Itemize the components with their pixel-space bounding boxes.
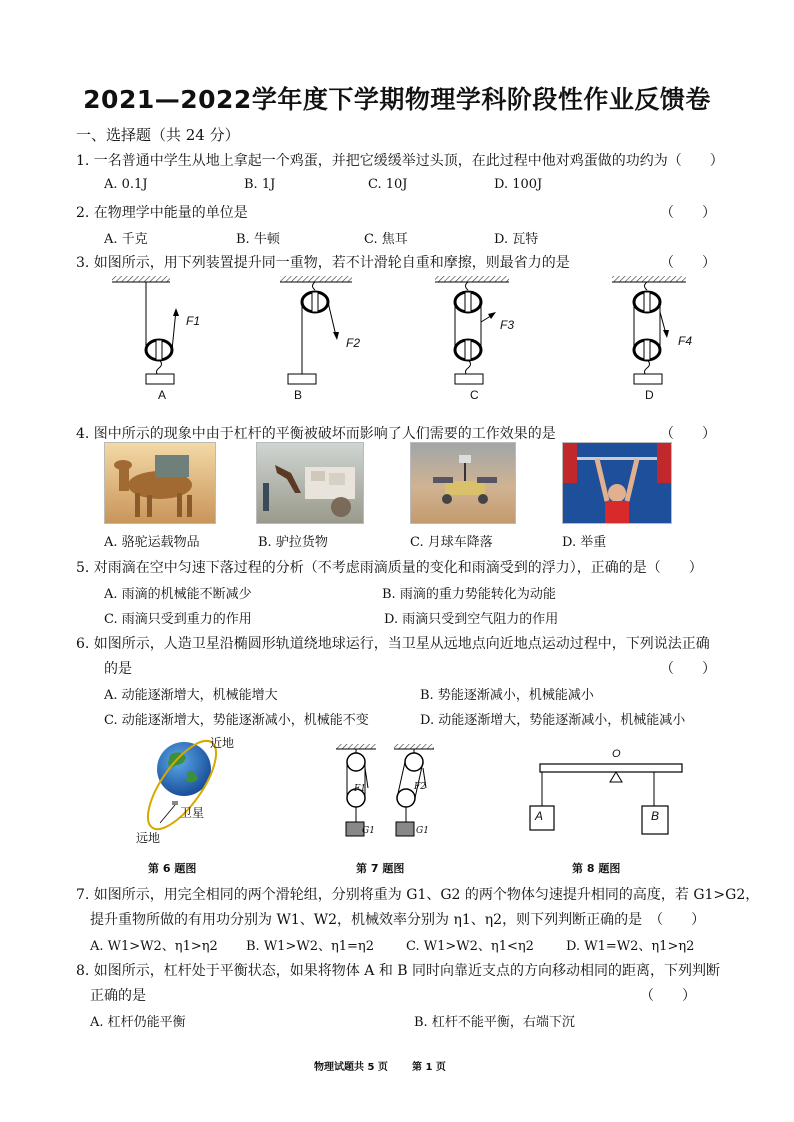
q2-option-c: C. 焦耳 (364, 232, 408, 247)
q1-option-a: A. 0.1J (104, 177, 148, 192)
figure-8-caption: 第 8 题图 (572, 862, 621, 875)
q8-option-a: A. 杠杆仍能平衡 (90, 1015, 186, 1030)
q8-option-b: B. 杠杆不能平衡，右端下沉 (414, 1015, 575, 1030)
q7-option-a: A. W1>W2、η1>η2 (90, 939, 218, 954)
figure-label-d: D (645, 388, 654, 402)
q3-answer-bracket: （ ） (660, 255, 716, 271)
q6-option-b: B. 势能逐渐减小，机械能减小 (420, 688, 594, 703)
figure-label-b: B (294, 388, 303, 402)
q1-stem: 1. 一名普通中学生从地上拿起一个鸡蛋，并把它缓缓举过头顶，在此过程中他对鸡蛋做的功约为（ ） (76, 153, 724, 169)
q6-answer-bracket: （ ） (660, 661, 716, 677)
fulcrum-label: O (612, 748, 621, 760)
object-a-label: A (535, 809, 544, 823)
page-title: 2021—2022学年度下学期物理学科阶段性作业反馈卷 (83, 85, 711, 114)
weightlifting-photo (562, 442, 672, 524)
far-point-label: 远地 (136, 831, 161, 845)
q3-stem: 3. 如图所示，用下列装置提升同一重物，若不计滑轮自重和摩擦，则最省力的是 (76, 255, 570, 271)
q6-option-a: A. 动能逐渐增大，机械能增大 (104, 688, 278, 703)
q5-stem: 5. 对雨滴在空中匀速下落过程的分析（不考虑雨滴质量的变化和雨滴受到的浮力），正确的是（ ） (76, 560, 703, 576)
section-heading: 一、选择题（共 24 分） (76, 126, 240, 144)
q2-option-a: A. 千克 (104, 232, 148, 247)
object-b-label: B (651, 809, 660, 823)
lunar-rover-photo (410, 442, 516, 524)
lever-figure (524, 748, 694, 838)
pulley-blocks-figure (326, 742, 456, 844)
q4-stem: 4. 图中所示的现象中由于杠杆的平衡被破坏而影响了人们需要的工作效果的是 (76, 426, 556, 442)
q1-option-c: C. 10J (368, 177, 408, 192)
near-point-label: 近地 (210, 736, 235, 750)
pulley-force-f2: F2 (414, 782, 426, 792)
camel-photo (104, 442, 216, 524)
q7-option-c: C. W1>W2、η1<η2 (406, 939, 534, 954)
q4-answer-bracket: （ ） (660, 426, 716, 442)
footer-total-pages: 物理试题共 5 页 (314, 1062, 388, 1073)
q6-stem-line1: 6. 如图所示，人造卫星沿椭圆形轨道绕地球运行，当卫星从远地点向近地点运动过程中，下列说法正确 (76, 636, 710, 652)
q2-stem: 2. 在物理学中能量的单位是 (76, 205, 248, 221)
figure-7-caption: 第 7 题图 (356, 862, 405, 875)
q4-option-c: C. 月球车降落 (410, 535, 493, 550)
q7-stem-line2: 提升重物所做的有用功分别为 W1、W2，机械效率分别为 η1、η2，则下列判断正确的是 （ ） (90, 912, 706, 928)
q3-pulley-figures (80, 272, 720, 412)
q1-option-b: B. 1J (244, 177, 276, 192)
figure-6-caption: 第 6 题图 (148, 862, 197, 875)
weight-label-g1-left: G1 (362, 826, 375, 836)
q4-option-a: A. 骆驼运载物品 (104, 535, 200, 550)
q6-option-d: D. 动能逐渐增大，势能逐渐减小，机械能减小 (420, 713, 686, 728)
q2-answer-bracket: （ ） (660, 205, 716, 221)
force-label-f1: F1 (186, 314, 201, 328)
q8-answer-bracket: （ ） (640, 988, 696, 1004)
pulley-force-f1: F1 (354, 784, 366, 794)
pulley-setup-a (112, 276, 179, 384)
q7-stem-line1: 7. 如图所示，用完全相同的两个滑轮组，分别将重为 G1、G2 的两个物体匀速提升相同的高度，若 G1>G2， (76, 887, 760, 903)
footer-page-number: 第 1 页 (412, 1062, 446, 1073)
q2-option-d: D. 瓦特 (494, 232, 539, 247)
weight-label-g1-right: G1 (416, 826, 429, 836)
force-label-f3: F3 (500, 318, 515, 332)
pulley-setup-b (280, 276, 352, 384)
force-label-f2: F2 (346, 336, 361, 350)
q8-stem-line2: 正确的是 (90, 988, 146, 1004)
q5-option-d: D. 雨滴只受到空气阻力的作用 (384, 612, 559, 627)
figure-label-a: A (158, 388, 167, 402)
pulley-setup-c (435, 276, 509, 384)
satellite-label: 卫星 (180, 806, 205, 820)
q7-option-d: D. W1=W2、η1>η2 (566, 939, 695, 954)
q4-option-b: B. 驴拉货物 (258, 535, 328, 550)
pulley-setup-d (612, 276, 686, 384)
q4-option-d: D. 举重 (562, 535, 607, 550)
figure-label-c: C (470, 388, 479, 402)
q6-stem-line2: 的是 (104, 661, 132, 677)
q7-option-b: B. W1>W2、η1=η2 (246, 939, 374, 954)
q5-option-c: C. 雨滴只受到重力的作用 (104, 612, 252, 627)
donkey-cart-photo (256, 442, 364, 524)
q8-stem-line1: 8. 如图所示，杠杆处于平衡状态，如果将物体 A 和 B 同时向靠近支点的方向移动相同的距离，下列判断 (76, 963, 721, 979)
q2-option-b: B. 牛顿 (236, 232, 280, 247)
q6-option-c: C. 动能逐渐增大，势能逐渐减小，机械能不变 (104, 713, 369, 728)
q1-option-d: D. 100J (494, 177, 543, 192)
force-label-f4: F4 (678, 334, 693, 348)
q5-option-a: A. 雨滴的机械能不断减少 (104, 587, 252, 602)
q5-option-b: B. 雨滴的重力势能转化为动能 (382, 587, 556, 602)
